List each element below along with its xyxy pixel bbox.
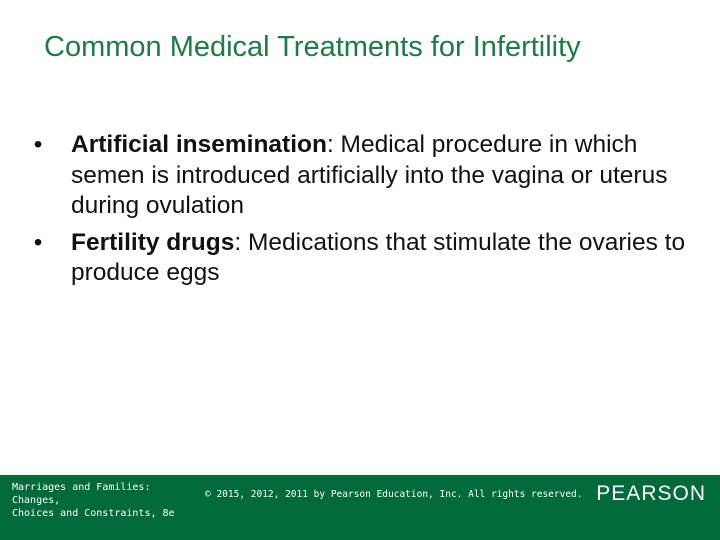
footer-copyright: © 2015, 2012, 2011 by Pearson Education, Inc. All rights reserved. [205, 489, 583, 500]
pearson-logo: PEARSON [596, 482, 706, 505]
slide-title: Common Medical Treatments for Infertility [44, 31, 581, 63]
footer-bar [0, 475, 720, 540]
bullet-item-artificial-insemination [28, 130, 688, 222]
bullet-definition: : Medications that stimulate the ovaries to produce eggs [71, 228, 686, 286]
bullet-marker: • [33, 131, 43, 158]
bullet-term: Fertility drugs [71, 228, 235, 256]
footer-book-line-1: Marriages and Families: Changes, [12, 482, 151, 506]
bullet-term: Artificial insemination [71, 131, 327, 158]
bullet-marker: • [33, 228, 43, 256]
bullet-list [28, 130, 688, 295]
footer-book-line-2: Choices and Constraints, 8e [12, 508, 175, 519]
bullet-definition: : Medical procedure in which semen is introduced artificially into the vagina or uterus during ovulation [71, 131, 668, 219]
bullet-item-fertility-drugs [28, 228, 688, 289]
footer-book-title [12, 481, 197, 520]
